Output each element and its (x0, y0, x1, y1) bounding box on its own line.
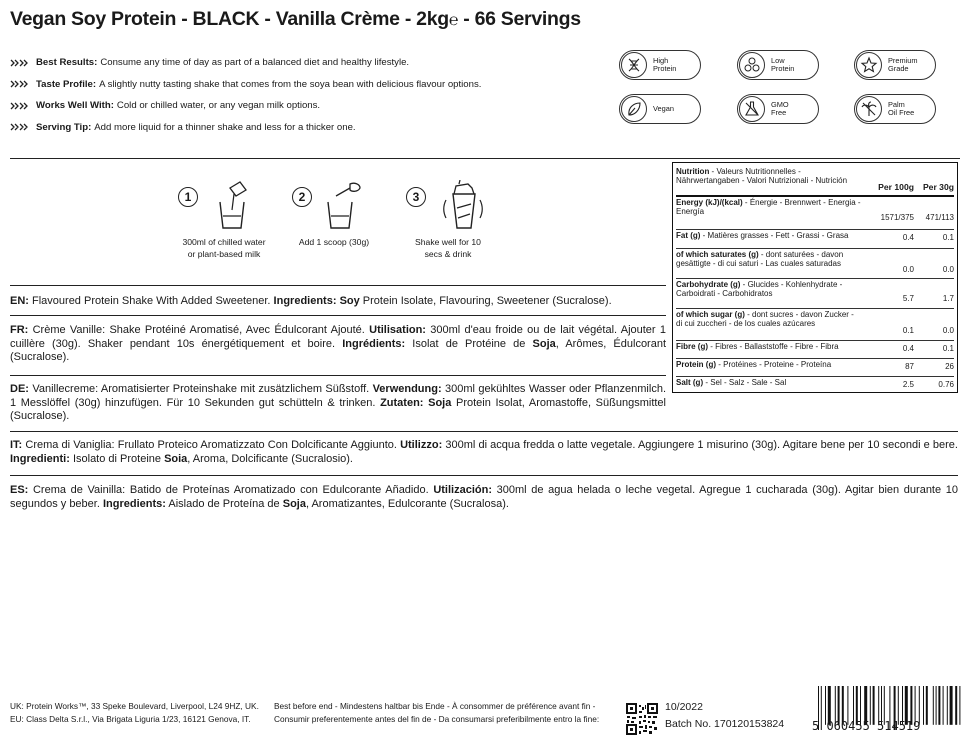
nutrition-row-fibre (676, 340, 954, 357)
description-text: Flavoured Protein Shake With Added Sweetener. (28, 295, 274, 307)
badge-label: GMO Free (771, 99, 789, 117)
badge-gmo-free (737, 94, 819, 124)
ingredients-text: Isolato di Proteine (69, 452, 165, 465)
divider (10, 475, 958, 476)
badge-label: Vegan (653, 103, 674, 113)
divider (10, 431, 958, 432)
value-per-100g: 1571/375 (880, 213, 914, 222)
nutrient-name: Energy (kJ)/(kcal) (676, 198, 743, 207)
batch-number: Batch No. 170120153824 (665, 718, 785, 730)
step-number: 1 (178, 187, 198, 207)
best-before-line-1: Best before end - Mindestens haltbar bis Ende - À consommer de préférence avant fin - (274, 701, 596, 711)
nutrient-translations: - dont saturées - davon gesättigte - di cui saturi - Las cuales saturadas (676, 250, 844, 269)
nutrition-title-translations: - Valeurs Nutritionnelles - Nährwertangaben - Valori Nutrizionali - Nutrición (676, 167, 848, 186)
tip-best-results (10, 52, 600, 74)
nutrient-name: Fat (g) (676, 231, 701, 240)
nutrient-name: Fibre (g) (676, 342, 708, 351)
divider (10, 375, 666, 376)
tip-label: Works Well With: (36, 100, 114, 112)
flask-icon (739, 96, 765, 122)
usage-text: 300ml di acqua fredda o latte vegetale. Aggiungere 1 misurino (30g). Agitare bene per 10 secondi e bere. (442, 439, 958, 451)
ingredients-text: Isolat de Protéine de (405, 337, 533, 350)
usage-text: 300ml gekühltes Wasser oder Pflanzenmilch. 1 Messlöffel (30g) hinzufügen. Für 10 Sekunden gut schütteln & trinken. (10, 383, 666, 409)
allergen-text: Soy (339, 295, 360, 307)
nutrient-name: of which sugar (g) (676, 310, 745, 319)
badge-low-protein (737, 50, 819, 80)
star-icon (856, 52, 882, 78)
double-arrow-icon (10, 79, 30, 89)
shaker-icon (438, 180, 488, 232)
ingredients-text: Aislado de Proteína de (165, 497, 283, 510)
ingredients-text: , Aromatizantes, Edulcorante (Sucralosa). (305, 497, 509, 510)
divider (10, 315, 666, 316)
badge-label: High Protein (653, 55, 677, 73)
description-text: Crème Vanille: Shake Protéiné Aromatisé, Avec Édulcorant Ajouté. (28, 324, 370, 336)
usage-label: Utilizzo: (400, 439, 443, 451)
language-code: FR: (10, 324, 29, 336)
value-per-100g: 2.5 (902, 380, 914, 389)
allergen-text: Soia (164, 452, 188, 465)
preparation-steps (150, 178, 550, 273)
tip-label: Taste Profile: (36, 78, 97, 90)
nutrient-translations: - Matières grasses - Fett - Grassi - Grasa (700, 231, 849, 240)
tip-text: Cold or chilled water, or any vegan milk options. (116, 100, 321, 112)
badge-vegan (619, 94, 701, 124)
usage-label: Verwendung: (372, 383, 442, 395)
ingredients-de (10, 383, 666, 424)
dna-icon (621, 52, 647, 78)
value-per-30g: 26 (945, 362, 954, 371)
nutrient-translations: - Énergie - Brennwert - Energia - Energía (676, 198, 861, 217)
nutrition-header (676, 166, 954, 194)
usage-text: 300ml de agua helada o leche vegetal. Agregue 1 cucharada (30g). Agitar bien durante 10 segundos y beber. (10, 484, 958, 510)
ingredients-text: Protein Isolat, Aromastoffe, Süßungsmittel (Sucralose). (10, 396, 666, 423)
language-code: DE: (10, 383, 29, 395)
value-per-30g: 0.0 (942, 326, 954, 335)
column-per-100g: Per 100g (878, 182, 914, 192)
nutrition-row-saturates (676, 248, 954, 276)
addresses (10, 700, 259, 726)
nutrition-row-sugar (676, 308, 954, 338)
molecule-icon (739, 52, 765, 78)
tip-text: Add more liquid for a thinner shake and less for a thicker one. (94, 121, 356, 133)
nutrition-row-fat (676, 229, 954, 247)
nutrient-name: of which saturates (g) (676, 250, 759, 259)
nutrient-name: Salt (g) (676, 378, 704, 387)
ingredients-en (10, 295, 666, 309)
usage-label: Utilisation: (369, 324, 426, 336)
qr-code-icon (626, 703, 658, 735)
badge-premium-grade (854, 50, 936, 80)
allergen-text: Soja (282, 497, 306, 510)
value-per-30g: 0.0 (942, 265, 954, 274)
tip-works-well-with (10, 95, 600, 117)
value-per-100g: 0.4 (902, 344, 914, 353)
value-per-100g: 0.1 (902, 326, 914, 335)
ingredients-es (10, 484, 958, 511)
value-per-100g: 87 (905, 362, 914, 371)
double-arrow-icon (10, 122, 30, 132)
step-caption: Add 1 scoop (30g) (298, 237, 370, 247)
product-title (10, 8, 581, 31)
value-per-30g: 0.76 (938, 380, 954, 389)
tip-text: A slightly nutty tasting shake that comes from the soya bean with delicious flavour options. (99, 78, 482, 90)
nutrition-row-protein (676, 358, 954, 375)
badge-label: Premium Grade (888, 55, 918, 73)
usage-text: 300ml d'eau froide ou de lait végétal. Ajouter 1 cuillère (30g). Shaker pendant 10s énergétiquement et boire. (10, 324, 666, 350)
column-per-30g: Per 30g (922, 182, 954, 192)
ingredients-it (10, 439, 958, 466)
description-text: Vanillecreme: Aromatisierter Proteinshake mit zusätzlichem Süßstoff. (28, 383, 373, 395)
feature-badges (619, 50, 939, 130)
value-per-100g: 0.0 (902, 265, 914, 274)
nutrient-name: Carbohydrate (g) (676, 280, 741, 289)
badge-palm-oil-free (854, 94, 936, 124)
best-before-line-2: Consumir preferentemente antes del fin de - Da consumarsi preferibilmente entro la fine: (274, 714, 600, 724)
step-caption: 300ml of chilled water or plant-based milk (182, 237, 266, 259)
badge-high-protein (619, 50, 701, 80)
scoop-glass-icon (320, 180, 365, 230)
ingredients-label: Ingredients: (273, 295, 337, 307)
ingredients-label: Zutaten: (380, 396, 424, 409)
estimated-sign-icon: ℮ (448, 12, 459, 29)
ingredients-label: Ingredienti: (10, 452, 70, 465)
barcode-number: 5 060455 514519 (812, 719, 921, 733)
servings-text: - 66 Servings (458, 8, 581, 30)
allergen-text: Soja (532, 337, 556, 350)
nutrition-table (672, 162, 958, 393)
step-number: 2 (292, 187, 312, 207)
usage-label: Utilización: (433, 484, 492, 496)
nutrition-title: Nutrition (676, 167, 710, 176)
language-code: IT: (10, 439, 23, 451)
step-caption: Shake well for 10 secs & drink (415, 237, 481, 259)
glass-pour-icon (212, 180, 252, 230)
usage-tips (10, 52, 600, 138)
value-per-30g: 0.1 (942, 344, 954, 353)
nutrient-translations: - dont sucres - davon Zucker - di cui zuccheri - de los cuales azúcares (676, 310, 854, 329)
ingredients-label: Ingrédients: (342, 337, 406, 350)
nutrient-name: Protein (g) (676, 360, 716, 369)
ingredients-text: Protein Isolate, Flavouring, Sweetener (Sucralose). (359, 295, 612, 307)
allergen-text: Soja (428, 396, 452, 409)
tip-text: Consume any time of day as part of a balanced diet and healthy lifestyle. (100, 57, 410, 69)
step-number: 3 (406, 187, 426, 207)
ingredients-text: , Arômes, Édulcorant (Sucralose). (10, 337, 667, 364)
nutrition-row-salt (676, 376, 954, 391)
badge-label: Low Protein (771, 55, 795, 73)
address-eu: EU: Class Delta S.r.l., Via Brigata Liguria 1/23, 16121 Genova, IT. (10, 714, 251, 724)
value-per-100g: 0.4 (902, 233, 914, 242)
nutrient-translations: - Protéines - Proteine - Proteína (716, 360, 832, 369)
value-per-30g: 471/113 (925, 213, 954, 222)
badge-label: Palm Oil Free (888, 99, 915, 117)
ingredients-text: , Aroma, Dolcificante (Sucralosio). (187, 452, 353, 465)
value-per-30g: 1.7 (942, 294, 954, 303)
nutrient-translations: - Fibres - Ballaststoffe - Fibre - Fibra (708, 342, 839, 351)
best-before-text (274, 700, 599, 726)
product-title-text: Vegan Soy Protein - BLACK - Vanilla Crème - 2kg (10, 8, 449, 30)
palm-icon (856, 96, 882, 122)
ingredients-label: Ingredients: (102, 497, 166, 510)
address-uk: UK: Protein Works™, 33 Speke Boulevard, Liverpool, L24 9HZ, UK. (10, 701, 259, 711)
tip-label: Best Results: (36, 57, 98, 69)
nutrition-row-energy (676, 195, 954, 223)
nutrient-translations: - Glucides - Kohlenhydrate - Carboidrati - Carbohidratos (676, 280, 843, 299)
nutrient-translations: - Sel - Salz - Sale - Sal (703, 378, 787, 387)
tip-label: Serving Tip: (36, 121, 92, 133)
best-before-date: 10/2022 (665, 701, 703, 713)
language-code: ES: (10, 484, 29, 496)
value-per-100g: 5.7 (902, 294, 914, 303)
value-per-30g: 0.1 (942, 233, 954, 242)
divider (10, 285, 666, 286)
description-text: Crema de Vainilla: Batido de Proteínas Aromatizado con Edulcorante Añadido. (28, 484, 434, 496)
ingredients-fr (10, 324, 666, 365)
tip-taste-profile (10, 74, 600, 96)
leaf-icon (621, 96, 647, 122)
divider (10, 158, 960, 159)
double-arrow-icon (10, 101, 30, 111)
description-text: Crema di Vaniglia: Frullato Proteico Aromatizzato Con Dolcificante Aggiunto. (22, 439, 401, 451)
double-arrow-icon (10, 58, 30, 68)
language-code: EN: (10, 295, 29, 307)
nutrition-row-carbohydrate (676, 278, 954, 306)
tip-serving-tip (10, 117, 600, 139)
